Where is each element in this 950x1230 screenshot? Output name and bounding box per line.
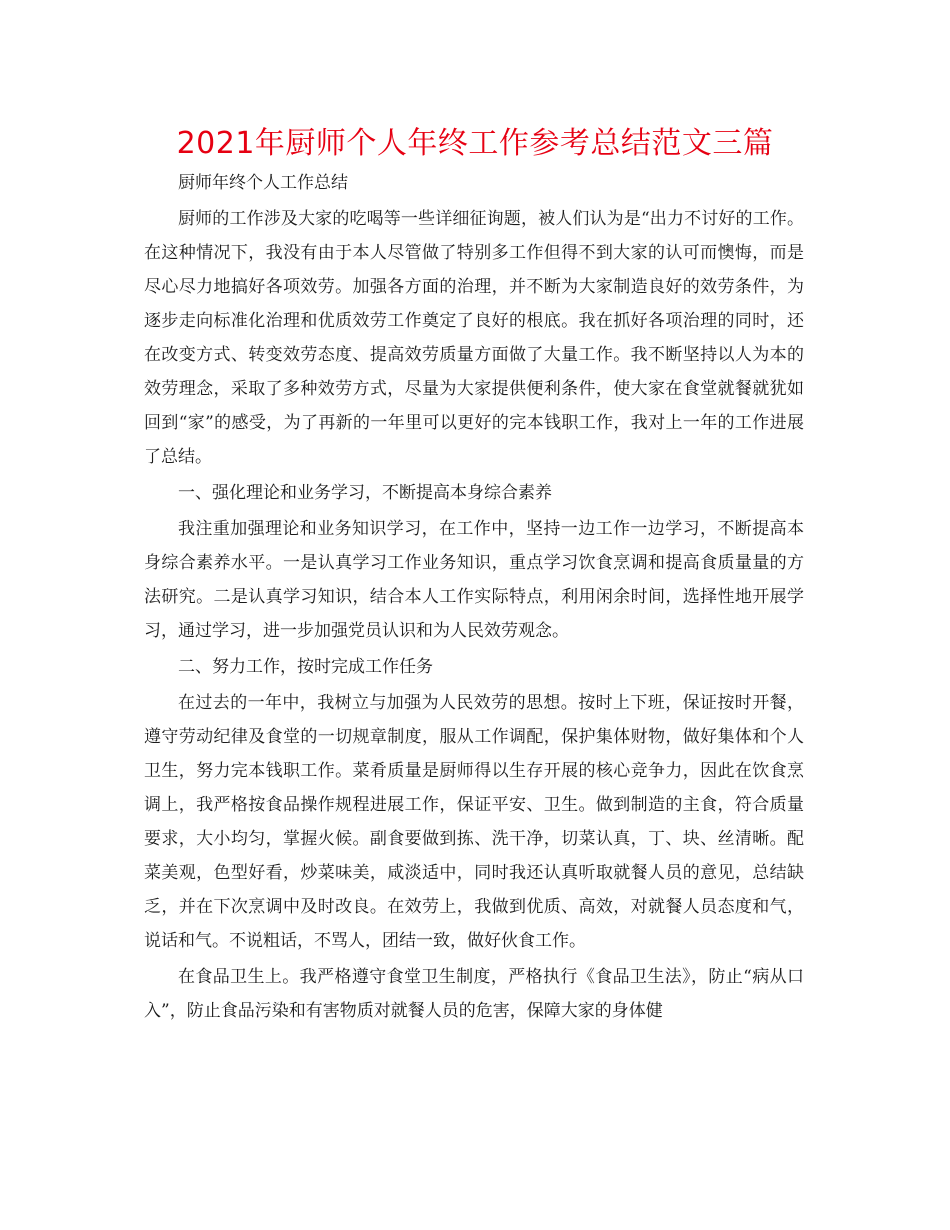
section-2-paragraph-2: 在食品卫生上。我严格遵守食堂卫生制度，严格执行《食品卫生法》，防止“病从口入”，防止食品污染和有害物质对就餐人员的危害，保障大家的身体健 <box>144 967 804 1021</box>
section-1-heading: 一、强化理论和业务学习，不断提高本身综合素养 <box>178 483 552 503</box>
document-subtitle: 厨师年终个人工作总结 <box>178 173 348 193</box>
section-1-paragraph: 我注重加强理论和业务知识学习，在工作中，坚持一边工作一边学习，不断提高本身综合素养水平。一是认真学习工作业务知识，重点学习饮食烹调和提高食质量量的方法研究。二是认真学习知识，结合本人工作实际特点，利用闲余时间，选择性地开展学习，通过学习，进一步加强党员认识和为人民效劳观念。 <box>144 519 804 641</box>
section-2-paragraph: 在过去的一年中，我树立与加强为人民效劳的思想。按时上下班，保证按时开餐，遵守劳动纪律及食堂的一切规章制度，服从工作调配，保护集体财物，做好集体和个人卫生，努力完本钱职工作。菜肴质量是厨师得以生存开展的核心竞争力，因此在饮食烹调上，我严格按食品操作规程进展工作，保证平安、卫生。做到制造的主食，符合质量要求，大小均匀，掌握火候。副食要做到拣、洗干净，切菜认真，丁、块、丝清晰。配菜美观，色型好看，炒菜味美，咸淡适中，同时我还认真听取就餐人员的意见，总结缺乏，并在下次烹调中及时改良。在效劳上，我做到优质、高效，对就餐人员态度和气，说话和气。不说粗话，不骂人，团结一致，做好伙食工作。 <box>144 693 804 951</box>
intro-paragraph: 厨师的工作涉及大家的吃喝等一些详细征询题，被人们认为是“出力不讨好的工作。在这种情况下，我没有由于本人尽管做了特别多工作但得不到大家的认可而懊悔，而是尽心尽力地搞好各项效劳。加强各方面的治理，并不断为大家制造良好的效劳条件，为逐步走向标准化治理和优质效劳工作奠定了良好的根底。我在抓好各项治理的同时，还在改变方式、转变效劳态度、提高效劳质量方面做了大量工作。我不断坚持以人为本的效劳理念，采取了多种效劳方式，尽量为大家提供便利条件，使大家在食堂就餐就犹如回到“家”的感受，为了再新的一年里可以更好的完本钱职工作，我对上一年的工作进展了总结。 <box>144 209 804 467</box>
section-2-heading: 二、努力工作，按时完成工作任务 <box>178 657 433 677</box>
document-title: 2021年厨师个人年终工作参考总结范文三篇 <box>176 126 774 161</box>
document-body <box>144 166 804 1030</box>
